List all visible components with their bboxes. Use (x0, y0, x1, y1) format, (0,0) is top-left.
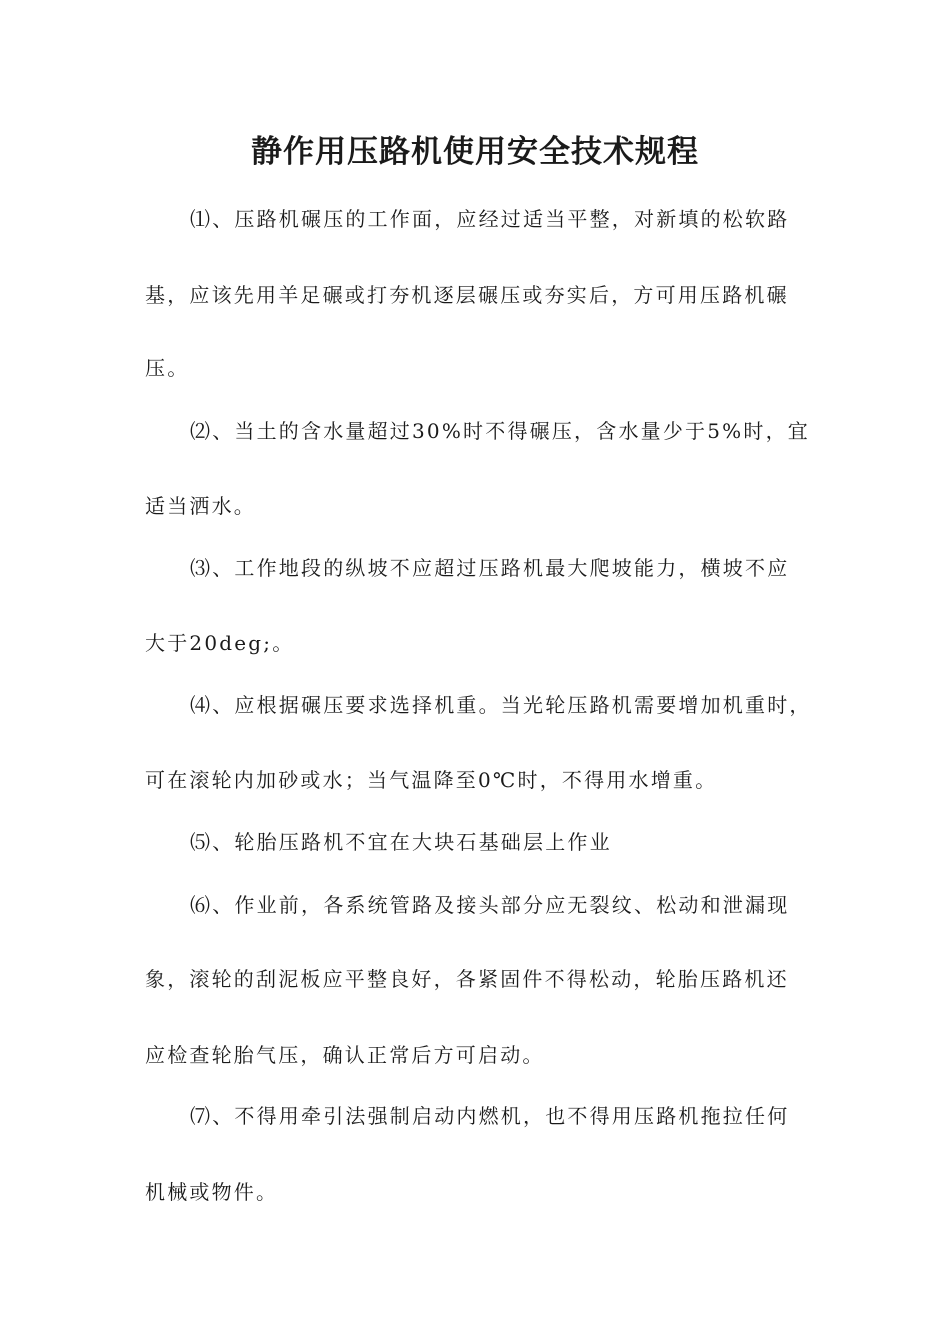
paragraph-7-line-2: 机械或物件。 (145, 1180, 279, 1204)
paragraph-1-line-3: 压。 (145, 356, 190, 380)
paragraph-5-line-1: ⑸、轮胎压路机不宜在大块石基础层上作业 (190, 830, 612, 854)
paragraph-4-line-2: 可在滚轮内加砂或水；当气温降至0℃时，不得用水增重。 (145, 768, 718, 792)
paragraph-6-line-3: 应检查轮胎气压，确认正常后方可启动。 (145, 1043, 545, 1067)
paragraph-1-line-2: 基，应该先用羊足碾或打夯机逐层碾压或夯实后，方可用压路机碾 (145, 283, 789, 307)
paragraph-6-line-1: ⑹、作业前，各系统管路及接头部分应无裂纹、松动和泄漏现 (190, 893, 790, 917)
paragraph-7-line-1: ⑺、不得用牵引法强制启动内燃机，也不得用压路机拖拉任何 (190, 1104, 790, 1128)
document-title: 静作用压路机使用安全技术规程 (251, 134, 699, 170)
paragraph-2-line-2: 适当洒水。 (145, 494, 256, 518)
paragraph-4-line-1: ⑷、应根据碾压要求选择机重。当光轮压路机需要增加机重时， (190, 693, 812, 717)
paragraph-3-line-2: 大于20deg;。 (145, 631, 295, 655)
paragraph-2-line-1: ⑵、当土的含水量超过30%时不得碾压，含水量少于5%时，宜 (190, 419, 810, 443)
paragraph-3-line-1: ⑶、工作地段的纵坡不应超过压路机最大爬坡能力，横坡不应 (190, 556, 790, 580)
paragraph-1-line-1: ⑴、压路机碾压的工作面，应经过适当平整，对新填的松软路 (190, 207, 790, 231)
paragraph-6-line-2: 象，滚轮的刮泥板应平整良好，各紧固件不得松动，轮胎压路机还 (145, 967, 789, 991)
